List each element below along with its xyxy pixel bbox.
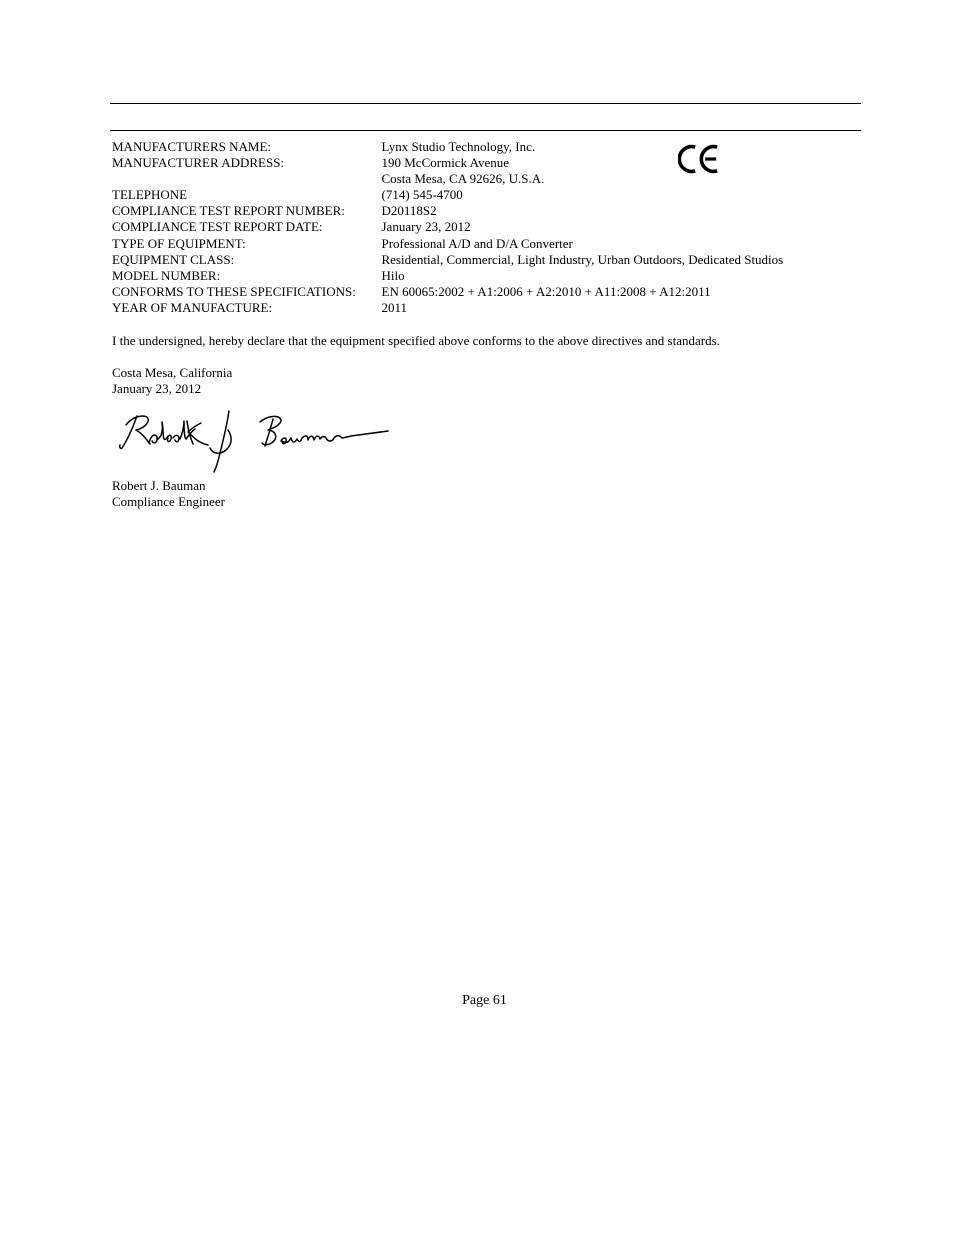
field-value: Lynx Studio Technology, Inc.	[381, 139, 536, 154]
field-label: EQUIPMENT CLASS:	[112, 251, 235, 267]
field-label: MANUFACTURERS NAME:	[112, 139, 272, 154]
field-row	[112, 252, 852, 268]
field-label	[112, 171, 382, 187]
field-row	[112, 219, 852, 235]
top-rule	[110, 103, 861, 104]
field-label: CONFORMS TO THESE SPECIFICATIONS:	[112, 283, 356, 299]
field-label: TELEPHONE	[112, 187, 188, 203]
declaration-statement: I the undersigned, hereby declare that the equipment specified above conforms to the above directives and standards.	[112, 333, 720, 348]
signer-name: Robert J. Bauman	[112, 478, 206, 493]
field-value: Residential, Commercial, Light Industry, Urban Outdoors, Dedicated Studios	[381, 251, 784, 267]
field-label: MODEL NUMBER:	[112, 267, 221, 283]
page-number: Page 61	[462, 993, 507, 1008]
field-value: January 23, 2012	[381, 219, 471, 235]
field-value: 190 McCormick Avenue	[381, 155, 510, 171]
signer-block	[112, 478, 225, 510]
field-label: TYPE OF EQUIPMENT:	[112, 235, 246, 251]
field-value: Hilo	[381, 267, 405, 283]
field-row	[112, 139, 852, 155]
ce-mark-icon	[678, 143, 720, 175]
field-row	[112, 187, 852, 203]
field-value: (714) 545-4700	[381, 187, 463, 203]
signer-title: Compliance Engineer	[112, 494, 225, 510]
field-row	[112, 203, 852, 219]
signing-place: Costa Mesa, California	[112, 365, 233, 380]
field-row	[112, 300, 852, 316]
field-value: Professional A/D and D/A Converter	[381, 235, 573, 251]
field-row	[112, 171, 852, 187]
field-row	[112, 284, 852, 300]
field-label: COMPLIANCE TEST REPORT NUMBER:	[112, 203, 345, 219]
field-label: COMPLIANCE TEST REPORT DATE:	[112, 219, 323, 235]
field-value: D20118S2	[381, 203, 437, 219]
header-rule	[110, 130, 861, 131]
field-value: 2011	[381, 299, 408, 315]
field-label: MANUFACTURER ADDRESS:	[112, 155, 285, 171]
field-row	[112, 236, 852, 252]
field-label: YEAR OF MANUFACTURE:	[112, 299, 273, 315]
field-row	[112, 155, 852, 171]
field-value: Costa Mesa, CA 92626, U.S.A.	[381, 171, 545, 187]
signing-date: January 23, 2012	[112, 381, 202, 397]
field-value: EN 60065:2002 + A1:2006 + A2:2010 + A11:2008 + A12:2011	[381, 283, 711, 299]
place-and-date	[112, 365, 232, 397]
field-row	[112, 268, 852, 284]
declaration-fields	[112, 139, 852, 316]
signature-image	[118, 408, 390, 476]
